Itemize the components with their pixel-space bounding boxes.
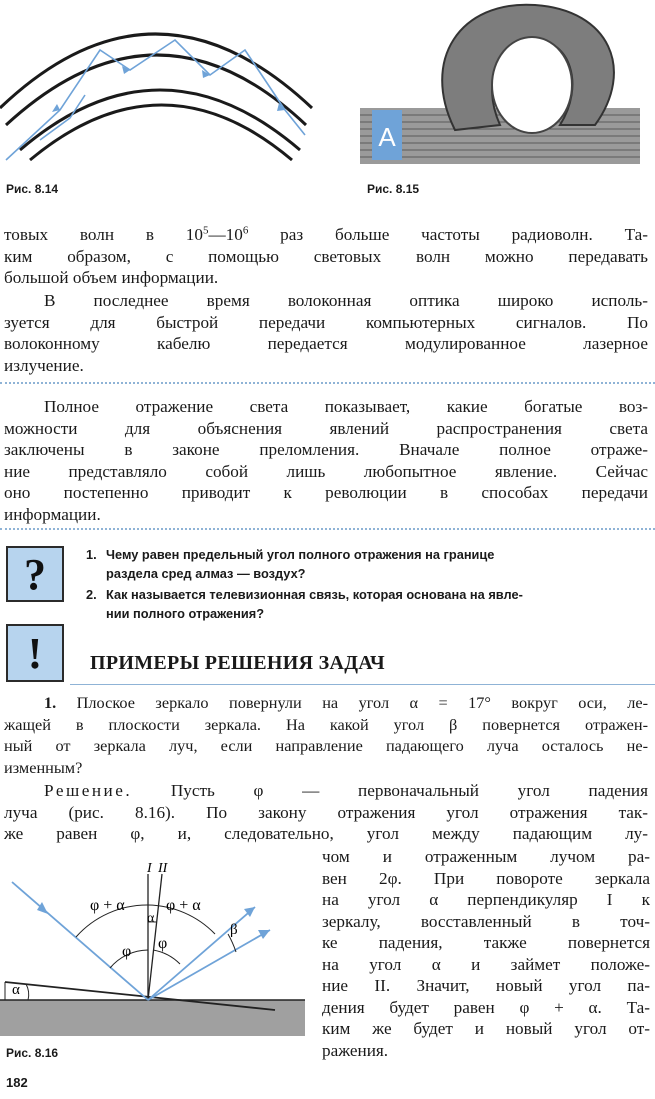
figure-8-14 [0,0,320,178]
question-mark-icon: ? [6,546,64,602]
page-number: 182 [6,1075,28,1090]
summary-line-2: можности для объяснения явлений распространения света [4,418,648,438]
figure-8-16-caption: Рис. 8.16 [6,1046,59,1060]
label-roman-one: I [147,862,152,876]
summary-paragraph [4,396,648,525]
fiber-optics-paragraph [4,290,648,376]
intro-line-2: ким образом, с помощью световых волн можно передавать [4,246,648,266]
figure-8-14-caption: Рис. 8.14 [6,182,59,196]
section-heading: ПРИМЕРЫ РЕШЕНИЯ ЗАДАЧ [90,652,385,674]
label-phi-plus-alpha-right: φ + α [166,897,201,914]
label-beta: β [230,922,238,938]
solution-side-text: чом и отраженным лучом ра- вен 2φ. При повороте зеркала на угол α перпендикуляр I к зеркалу, восставленный в точ- ке падения, также повернется на угол α и займет положе- ние II. Значит, новый угол па- дения будет равен φ + α. Та- ким же будет и новый угол от- ражения. [322,847,650,1060]
problem-line-1: 1. Плоское зеркало повернули на угол α = 17° вокруг оси, ле- [44,693,648,712]
solution-line-1: Решение. Пусть φ — первоначальный угол падения [44,781,648,800]
label-phi-left: φ [122,943,132,960]
intro-line-1: товых волн в $10^5—10^6$ раз больше частоты радиоволн. Та- [4,224,648,244]
problem-1 [4,692,648,778]
summary-line-3: заключены в законе преломления. Вначале полное отраже- [4,440,648,459]
solution-line-3: же равен φ, и, следовательно, угол между падающим лу- [4,824,648,843]
heading-underline [70,684,655,685]
summary-line-6: информации. [4,504,101,524]
para2-line-4: излучение. [4,355,84,375]
para2-line-2: зуется для быстрой передачи компьютерных сигналов. По [4,312,648,332]
summary-line-4: ние представляло собой лишь любопытное явление. Сейчас [4,461,648,481]
label-roman-two: II [158,862,168,876]
exclamation-icon: ! [6,624,64,682]
problem-line-4: изменным? [4,757,83,777]
intro-paragraph [4,224,648,289]
summary-line-1: Полное отражение света показывает, какие богатые воз- [44,397,648,416]
separator-bottom [0,528,655,530]
problem-line-3: ный от зеркала луч, если направление падающего луча осталось не- [4,736,648,755]
label-phi-right: φ [158,935,168,952]
summary-line-5: оно постепенно приводит к революции в способах передачи [4,483,648,502]
separator-top [0,382,655,384]
figure-8-15 [360,0,655,178]
question-1: 1. Чему равен предельный угол полного отражения на границе раздела сред алмаз — воздух? [86,547,495,581]
figure-8-16 [0,862,318,1040]
label-alpha-top: α [147,911,155,926]
intro-line-3: большой объем информации. [4,268,219,287]
solution-line-2: луча (рис. 8.16). По закону отражения угол отражения так- [4,802,648,822]
figure-8-15-letter: A [378,122,396,152]
solution-paragraph [4,780,648,845]
figure-8-15-caption: Рис. 8.15 [367,182,420,196]
label-phi-plus-alpha-left: φ + α [90,897,125,914]
label-alpha-bottom: α [12,982,20,998]
para2-line-3: волоконному кабелю передается модулированное лазерное [4,334,648,353]
para2-line-1: В последнее время волоконная оптика широко исполь- [44,291,648,310]
problem-line-2: жащей в плоскости зеркала. На какой угол β повернется отражен- [4,714,648,734]
question-2: 2. Как называется телевизионная связь, которая основана на явле- нии полного отражения? [86,587,523,621]
